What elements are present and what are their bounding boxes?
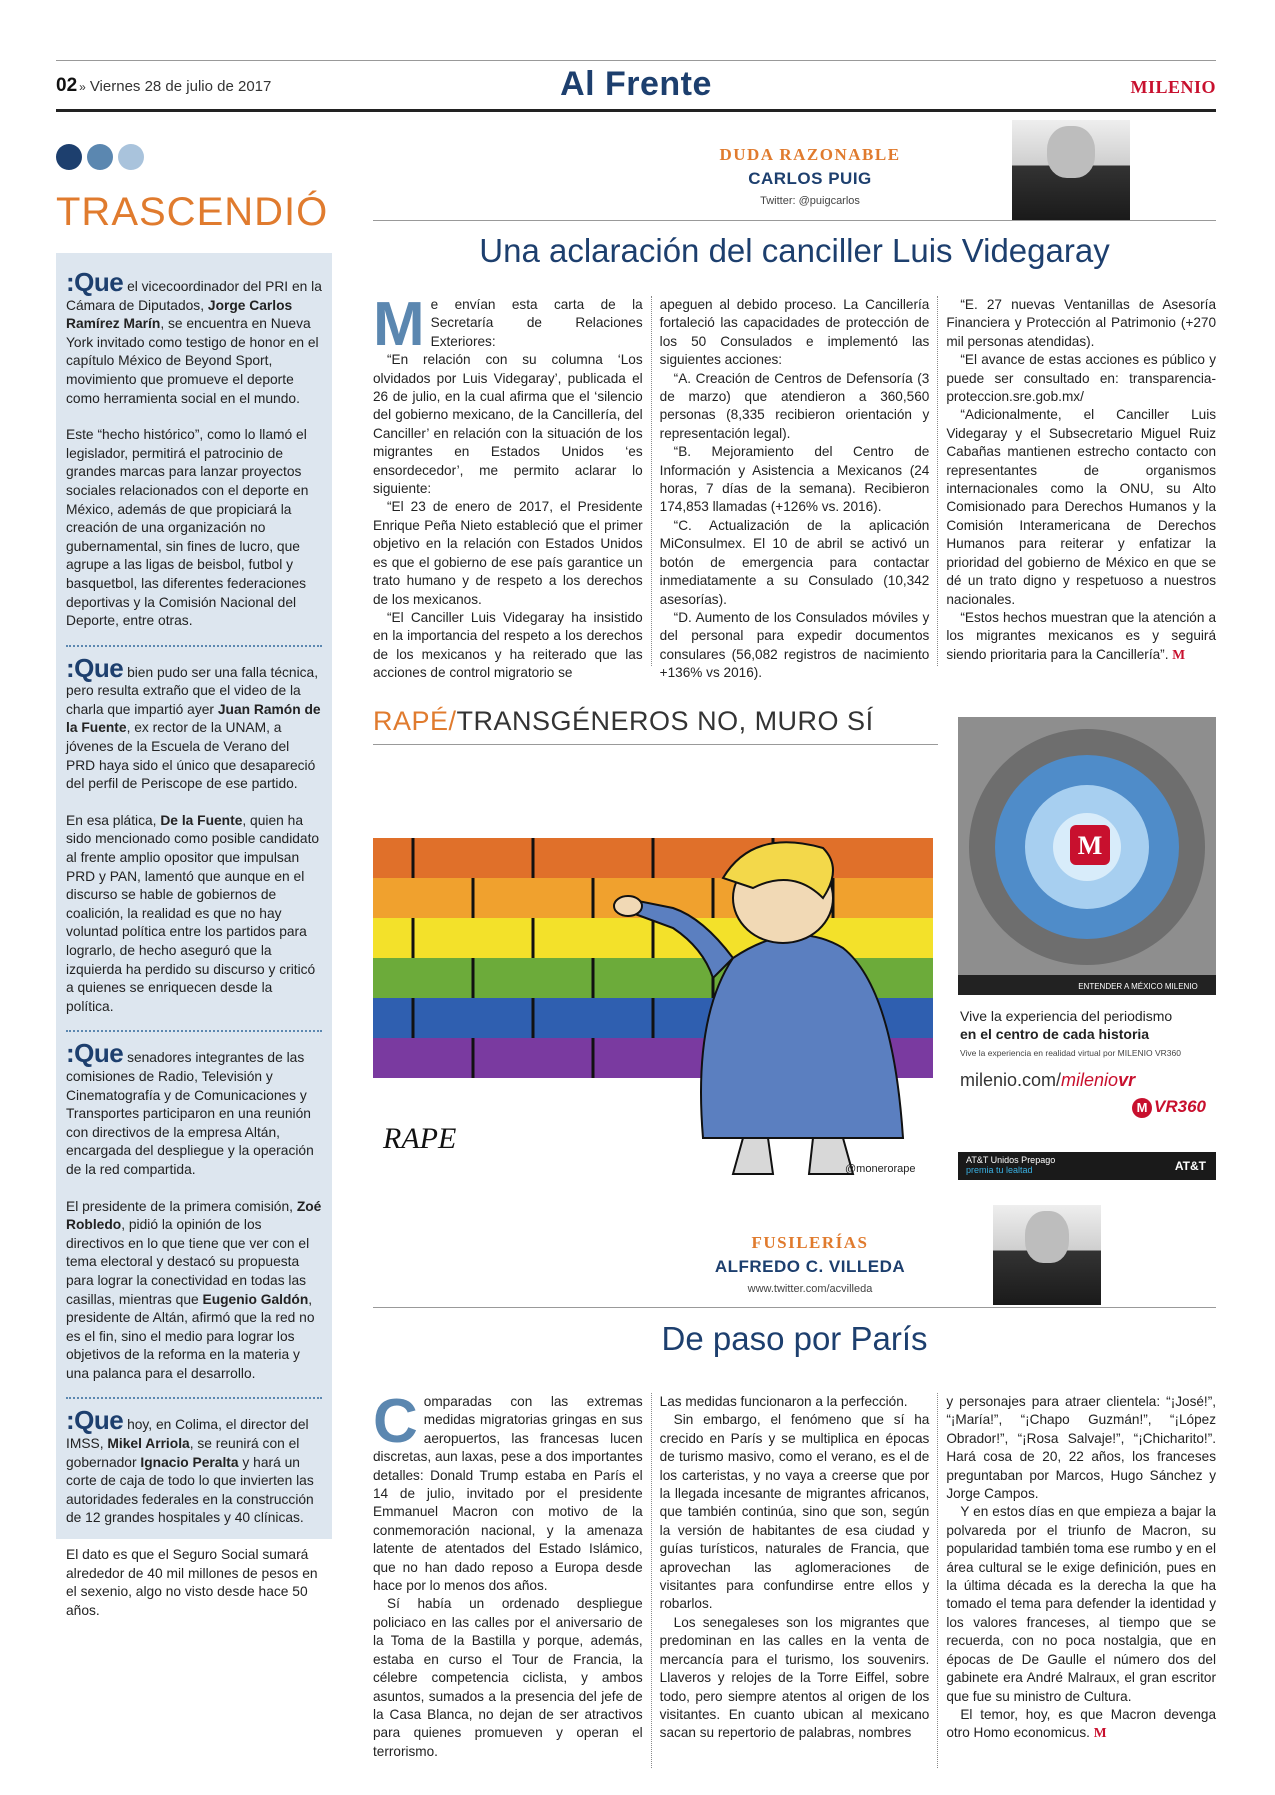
que-label: :Que [66, 1405, 124, 1436]
milenio-m-icon: M [1132, 1098, 1152, 1118]
article-headline: Una aclaración del canciller Luis Videgaray [479, 232, 1110, 269]
cartoon-image [373, 838, 933, 1178]
person-name: Mikel Arriola [107, 1436, 190, 1452]
section-title: Al Frente [560, 65, 712, 103]
cartoon-caption: TRANSGÉNEROS NO, MURO SÍ [456, 706, 874, 736]
article-headline: De paso por París [661, 1320, 928, 1357]
paragraph: “C. Actualización de la aplicación MiConsulmex. El 10 de abril se activó un botón de emergencia para contactar inmediatamente a su Consulado (10,342 asesorías). [659, 517, 930, 607]
trascendio-item [66, 1038, 322, 1399]
article-column [937, 1393, 1224, 1768]
item-paragraph: Este “hecho histórico”, como lo llamó el legislador, permitirá el patrocinio de grandes marcas para lanzar proyectos sociales relacionados con el deporte en México, además de que propiciará la creación de una organización no gubernamental, sin fines de lucro, que agrupe a las ligas de beisbol, futbol y basquetbol, las diferentes federaciones deportivas y la Comisión Nacional del Deporte, entre otras. [66, 427, 309, 629]
paragraph: “Estos hechos muestran que la atención a los migrantes mexicanos es y seguirá siendo prioritaria para la Cancillería”. [946, 609, 1217, 662]
drop-cap: C [373, 1387, 418, 1456]
vr360-text: VR360 [1154, 1097, 1206, 1116]
paragraph: apeguen al debido proceso. La Cancillería fortaleció las capacidades de protección de los 50 Consulados e implementó las siguientes acciones: [659, 297, 930, 368]
vr360-logo [960, 1097, 1216, 1118]
ad-url-part: milenio [1061, 1070, 1119, 1090]
cartoon-credit: @monerorape [845, 1163, 916, 1175]
trascendio-item [66, 267, 322, 647]
que-label: :Que [66, 267, 124, 297]
ad-url[interactable] [960, 1070, 1216, 1091]
paragraph: “El Canciller Luis Videgaray ha insistido en la importancia del respeto a los derechos de los mexicanos y ha reiterado que las acciones de control migratorio se [373, 609, 643, 681]
article-column [365, 290, 651, 681]
column-kicker: DUDA RAZONABLE [719, 145, 901, 164]
item-text: , presidente de Altán, afirmó que la red no es el fin, sino el medio para lograr los objetivos de la reforma en la materia y una palanca para el desarrollo. [66, 1291, 315, 1381]
item-text: , ex rector de la UNAM, a jóvenes de la Escuela de Verano del PRD haya sido el único que desapareció del perfil de Periscope de ese partido. [66, 720, 316, 792]
milenio-vr-ad[interactable] [958, 717, 1216, 1180]
ad-url-part: vr [1118, 1070, 1136, 1090]
att-line: premia tu lealtad [966, 1165, 1033, 1175]
end-mark-icon: M [1093, 1725, 1107, 1741]
trascendio-box [56, 253, 332, 1618]
ad-text [958, 1000, 1216, 1118]
que-label: :Que [66, 652, 124, 683]
ad-fine-print: Vive la experiencia en realidad virtual por MILENIO VR360 [960, 1048, 1181, 1058]
page-date: Viernes 28 de julio de 2017 [89, 78, 272, 95]
que-label: :Que [66, 1038, 124, 1069]
att-line: AT&T Unidos Prepago [966, 1155, 1056, 1165]
ad-image [958, 717, 1216, 995]
paragraph: Los senegaleses son los migrantes que predominan en las calles en la venta de mercancía para el turismo, los souvenirs. Llaveros y relojes de la Torre Eiffel, sobre todo, pero siempre atentos al origen de los visitantes. En cuanto ubican al mexicano sacan su repertorio de palabras, nombres [659, 1614, 930, 1741]
brand-logo: MILENIO [1130, 77, 1216, 97]
paragraph: “E. 27 nuevas Ventanillas de Asesoría Financiera y Protección al Patrimonio (+270 mil personas atendidas). [946, 297, 1217, 349]
paragraph: Sí había un ordenado despliegue policiaco en las calles por el aniversario de la Toma de la Bastilla y porque, además, estaba en curso el Tour de Francia, la célebre competencia ciclista, y ambos asuntos, sumados a la presencia del jefe de la Casa Blanca, no dejan de ser atractivos para quienes promueven y operan el terrorismo. [373, 1596, 643, 1759]
paragraph: Las medidas funcionaron a la perfección. [659, 1394, 908, 1409]
column-kicker: FUSILERÍAS [751, 1233, 869, 1252]
item-text: hoy, en Colima, el director del IMSS, [66, 1417, 309, 1452]
divider [373, 1307, 1216, 1308]
fusilerias-byline [640, 1233, 980, 1295]
person-name: Zoé Robledo [66, 1198, 322, 1233]
person-name: De la Fuente [160, 812, 243, 828]
att-banner [958, 1152, 1216, 1180]
item-text: y hará un corte de caja de todo lo que invierten las autoridades federales en la construcción de 12 grandes hospitales y 40 clínicas. [66, 1454, 314, 1526]
ad-line: Vive la experiencia del periodismo [960, 1008, 1173, 1024]
duda-byline [640, 145, 980, 207]
fusilerias-body [365, 1387, 1224, 1768]
paragraph: e envían esta carta de la Secretaría de Relaciones Exteriores: [430, 297, 643, 349]
person-name: Eugenio Galdón [202, 1291, 309, 1307]
drop-cap: M [373, 290, 425, 359]
paragraph: Y en estos días en que empieza a bajar la polvareda por el triunfo de Macron, su popularidad también toma ese rumbo y en el área cultural se le exige definición, pues en la última década es la derecha la que ha tomado el tema para defender la identidad y los valores franceses, al tiempo que se recuerda, con no poca nostalgia, que en épocas de De Gaulle el número dos del gabinete era André Malraux, el gran escritor que fue su ministro de Cultura. [946, 1504, 1217, 1704]
page-header [56, 60, 1216, 112]
divider [373, 744, 938, 745]
paragraph: “El avance de estas acciones es público y puede ser consultado en: transparencia-proteccion.sre.gob.mx/ [946, 352, 1217, 405]
paragraph: “El 23 de enero de 2017, el Presidente Enrique Peña Nieto estableció que el primer objetivo en la relación con Estados Unidos es que el gobierno de ese país garantice un trato humano y de respeto a los derechos de los mexicanos. [373, 499, 643, 607]
ad-strip: ENTENDER A MÉXICO MILENIO [1078, 982, 1198, 991]
person-name: Jorge Carlos Ramírez Marín [66, 297, 293, 332]
item-text: , pidió la opinión de los directivos en lo que tiene que ver con el tema electoral y destacó su propuesta para lograr la conectividad en todas las casillas, mientras que [66, 1217, 310, 1307]
item-text: El presidente de la primera comisión, [66, 1198, 297, 1214]
section-dots-icon [56, 144, 149, 175]
item-text: , se encuentra en Nueva York invitado como testigo de honor en el capítulo México de Beyond Sport, movimiento que promueve el deporte como herramienta social en el mundo. [66, 316, 319, 406]
trascendio-item [66, 652, 322, 1033]
person-name: Juan Ramón de la Fuente [66, 701, 321, 736]
column-author: ALFREDO C. VILLEDA [714, 1257, 906, 1276]
person-name: Ignacio Peralta [140, 1454, 239, 1470]
paragraph: “En relación con su columna ‘Los olvidados por Luis Videgaray’, publicada el 26 de julio, en la cual afirma que el ‘silencio del gobierno mexicano, de la Cancillería, del Canciller’ en relación con la situación de los migrantes en Estados Unidos ‘es ensordecedor’, me permito aclarar lo siguiente: [373, 352, 643, 497]
item-text: En esa plática, [66, 812, 161, 828]
ad-mini-logo: M [1077, 831, 1103, 860]
item-text: , quien ha sido mencionado como posible candidato al frente amplio opositor que impulsan PRD y PAN, lamentó que aunque en el discurso se hable de gobiernos de coalición, la realidad es que no hay voluntad política entre los partidos para lograrlo, de hecho aseguró que la izquierda ha perdido su discurso y criticó a quienes se enriquecen desde la política. [66, 812, 320, 1014]
cartoon-label: RAPÉ/ [373, 706, 457, 736]
author-handle: www.twitter.com/acvilleda [747, 1283, 873, 1295]
item-paragraph: El dato es que el Seguro Social sumará alrededor de 40 mil millones de pesos en el sexenio, algo no visto desde hace 50 años. [66, 1547, 318, 1618]
author-photo [1012, 120, 1130, 220]
author-handle: Twitter: @puigcarlos [760, 195, 860, 207]
paragraph: “Adicionalmente, el Canciller Luis Videgaray y el Subsecretario Miguel Ruiz Cabañas mantienen estrecho contacto con representantes de organismos internacionales como la ONU, su Alto Comisionado para Derechos Humanos y la Comisión Interamericana de Derechos Humanos para reiterar y enfatizar la prioridad del gobierno de México en que se dé un trato digno y respetuoso a nuestros nacionales. [946, 407, 1217, 607]
att-logo-icon: AT&T [1174, 1159, 1206, 1173]
cartoon-signature: RAPE [383, 1122, 457, 1155]
ad-url-part: milenio.com/ [960, 1070, 1062, 1090]
chevron-right-icon: » [79, 80, 86, 94]
paragraph: y personajes para atraer clientela: “¡José!”, “¡María!”, “¡Chapo Guzmán!”, “¡López Obrador!”, “¡Rosa Salvaje!”, “¡Chicharito!”. Hará cosa de 20, 22 años, los franceses preguntaban por Marcos, Hugo Sánchez y Jorge Campos. [946, 1394, 1217, 1502]
paragraph: El temor, hoy, es que Macron devenga otro Homo economicus. [946, 1706, 1217, 1741]
divider [373, 220, 1216, 221]
end-mark-icon: M [1172, 646, 1186, 662]
cartoon-title [373, 706, 874, 737]
author-photo [993, 1205, 1101, 1305]
paragraph: omparadas con las extremas medidas migratorias gringas en sus aeropuertos, las francesas lucen discretas, aun laxas, pese a dos importantes detalles: Donald Trump estaba en París el 14 de julio, invitado por el presidente Emmanuel Macron con motivo de la conmemoración nacional, y la amenaza latente de atentados del Estado Islámico, que no han dado reposo a Europa desde hace por lo menos dos años. [373, 1394, 643, 1594]
page-number: 02 [56, 75, 78, 96]
item-text: , se reunirá con el gobernador [66, 1436, 300, 1470]
article-column [651, 296, 938, 681]
trascendio-item [66, 1405, 322, 1634]
duda-body [365, 290, 1224, 681]
article-column [937, 296, 1224, 666]
article-column [651, 1393, 938, 1768]
column-author: CARLOS PUIG [748, 169, 872, 188]
paragraph: “D. Aumento de los Consulados móviles y del personal para expedir documentos consulares (56,082 registros de nacimiento +136% vs 2016). [659, 609, 930, 681]
item-text: senadores integrantes de las comisiones de Radio, Televisión y Cinematografía y de Comunicaciones y Transportes participaron en una reunión con directivos de la empresa Altán, encargada del despliegue y la operación de la red compartida. [66, 1050, 314, 1177]
ad-line-bold: en el centro de cada historia [960, 1026, 1150, 1042]
paragraph: Sin embargo, el fenómeno que sí ha crecido en París y se multiplica en épocas de turismo masivo, como el verano, es el de los carteristas, y no vaya a creerse que por la llegada incesante de migrantes africanos, que también continúa, sino que son, según la versión de habitantes de esa ciudad y guías turísticos, naturales de Francia, que aprovechan las aglomeraciones de visitantes para confundirse entre ellos y robarlos. [659, 1412, 930, 1612]
article-column [365, 1387, 651, 1768]
item-text: el vicecoordinador del PRI en la Cámara de Diputados, [66, 279, 322, 313]
paragraph: “A. Creación de Centros de Defensoría (3 de marzo) que atendieron a 360,560 personas (8,335 recibieron orientación y representación legal). [659, 370, 930, 441]
trascendio-title: TRASCENDIÓ [56, 190, 329, 234]
paragraph: “B. Mejoramiento del Centro de Información y Asistencia a Mexicanos (24 horas, 7 días de la semana). Recibieron 174,853 llamadas (+126% vs. 2016). [659, 444, 930, 515]
item-text: bien pudo ser una falla técnica, pero resulta extraño que el video de la charla que impartió ayer [66, 664, 319, 717]
